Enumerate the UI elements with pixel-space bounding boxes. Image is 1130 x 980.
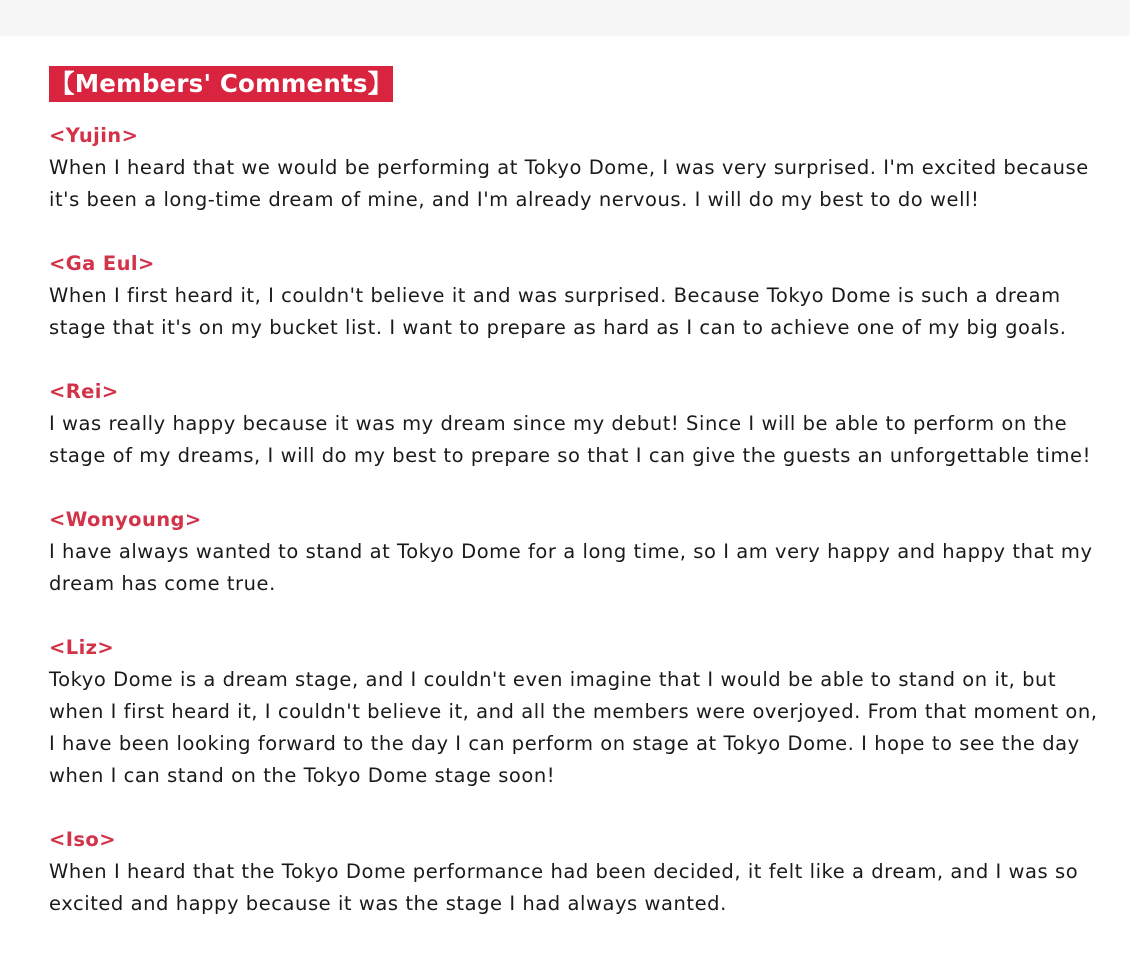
member-name: <Yujin>	[49, 124, 139, 147]
member-name: <Iso>	[49, 828, 116, 851]
member-comment-text: When I heard that we would be performing at Tokyo Dome, I was very surprised. I'm excited because it's been a long-time dream of mine, and I'm already nervous. I will do my best to do well!	[49, 156, 1089, 211]
member-name: <Ga Eul>	[49, 252, 155, 275]
member-name: <Rei>	[49, 380, 119, 403]
member-comment-text: When I first heard it, I couldn't believe it and was surprised. Because Tokyo Dome is such a dream stage that it's on my bucket list. I want to prepare as hard as I can to achieve one of my big goals.	[49, 284, 1067, 339]
member-name: <Liz>	[49, 636, 115, 659]
comment-liz	[49, 632, 1099, 792]
member-comment-text: Tokyo Dome is a dream stage, and I couldn't even imagine that I would be able to stand on it, but when I first heard it, I couldn't believe it, and all the members were overjoyed. From that moment on, I have been looking forward to the day I can perform on stage at Tokyo Dome. I hope to see the day when I can stand on the Tokyo Dome stage soon!	[49, 668, 1098, 787]
comment-yujin	[49, 120, 1099, 216]
comment-rei	[49, 376, 1099, 472]
comment-iso	[49, 824, 1099, 920]
section-heading: 【Members' Comments】	[49, 66, 393, 102]
top-band	[0, 0, 1130, 36]
member-comment-text: When I heard that the Tokyo Dome performance had been decided, it felt like a dream, and I was so excited and happy because it was the stage I had always wanted.	[49, 860, 1079, 915]
member-comment-text: I have always wanted to stand at Tokyo Dome for a long time, so I am very happy and happy that my dream has come true.	[49, 540, 1093, 595]
comments-section	[49, 66, 1099, 920]
comment-ga-eul	[49, 248, 1099, 344]
comment-wonyoung	[49, 504, 1099, 600]
member-name: <Wonyoung>	[49, 508, 202, 531]
member-comment-text: I was really happy because it was my dream since my debut! Since I will be able to perform on the stage of my dreams, I will do my best to prepare so that I can give the guests an unforgettable time!	[49, 412, 1091, 467]
